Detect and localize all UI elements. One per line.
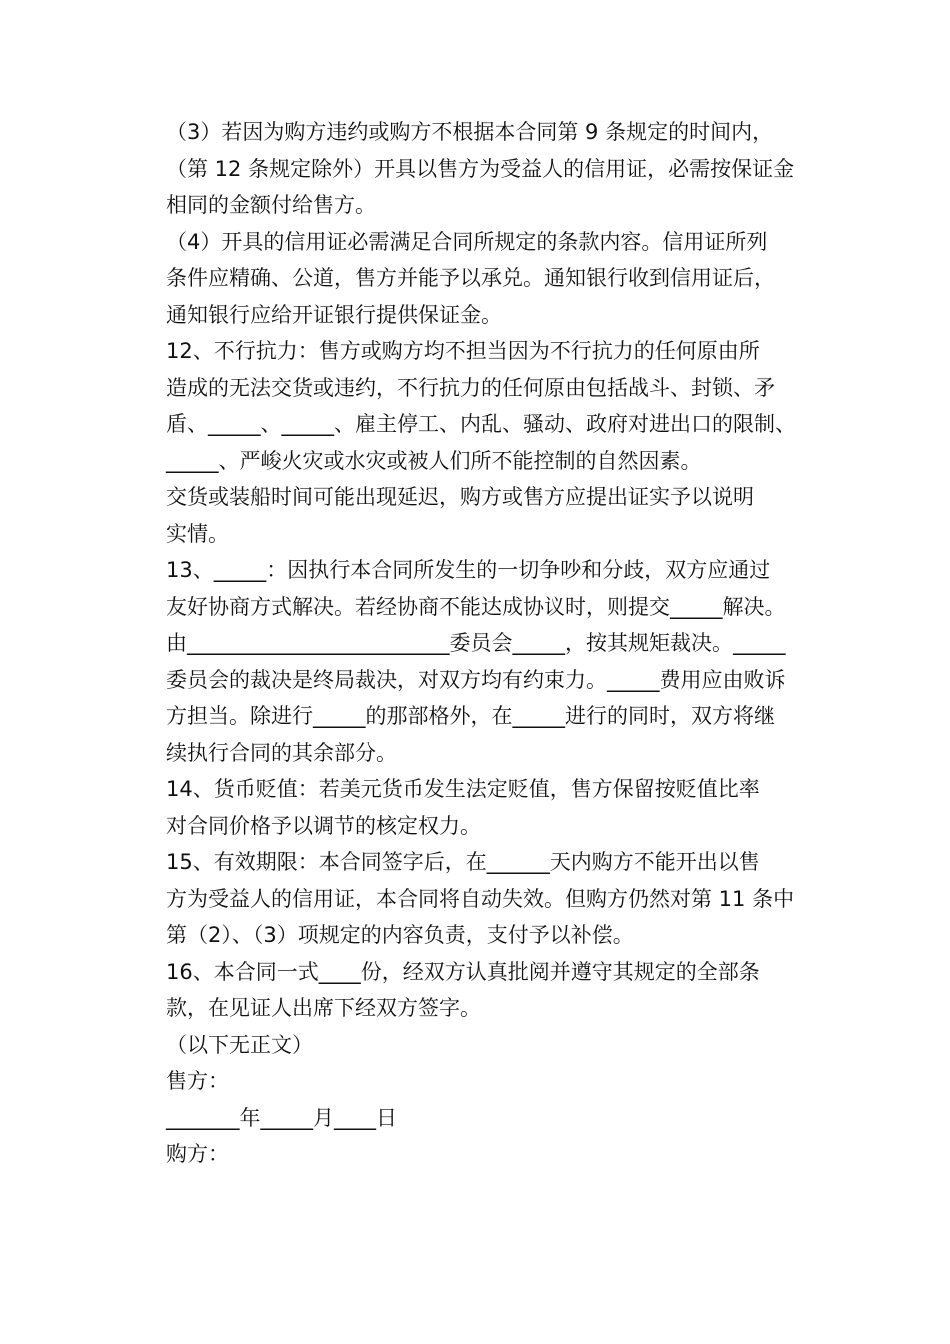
clause-11-3	[145, 114, 810, 224]
end-note	[145, 1027, 810, 1064]
text-line: 16、本合同一式____份，经双方认真批阅并遵守其规定的全部条	[166, 959, 760, 984]
text-line: 款，在见证人出席下经双方签字。	[166, 996, 481, 1020]
text-line: 售方：	[166, 1069, 229, 1093]
text-line: 14、货币贬值：若美元货币发生法定贬值，售方保留按贬值比率	[166, 777, 760, 801]
text-line: 13、_____：因执行本合同所发生的一切争吵和分歧，双方应通过	[166, 558, 771, 582]
text-line: _____、严峻火灾或水灾或被人们所不能控制的自然因素。	[166, 448, 702, 473]
text-line: 条件应精确、公道，售方并能予以承兑。通知银行收到信用证后，	[166, 266, 775, 290]
clause-16	[145, 954, 810, 1027]
text-line: 友好协商方式解决。若经协商不能达成协议时，则提交_____解决。	[166, 594, 786, 619]
text-line: （以下无正文）	[166, 1032, 313, 1057]
date-line	[145, 1100, 810, 1137]
clause-13	[145, 552, 810, 771]
text-line: 由_________________________委员会_____，按其规矩裁决。_____	[166, 631, 786, 655]
text-line: 实情。	[166, 521, 229, 546]
text-line: 第（2）、（3）项规定的内容负责，支付予以补偿。	[166, 923, 634, 947]
text-line: 15、有效期限：本合同签字后，在______天内购方不能开出以售	[166, 850, 760, 874]
text-line: （第 12 条规定除外）开具以售方为受益人的信用证，必需按保证金	[166, 156, 795, 181]
text-line: 盾、_____、_____、雇主停工、内乱、骚动、政府对进出口的限制、	[166, 412, 796, 436]
text-line: 续执行合同的其余部分。	[166, 740, 397, 765]
text-line: （4）开具的信用证必需满足合同所规定的条款内容。信用证所列	[166, 229, 768, 254]
clause-11-4	[145, 224, 810, 334]
text-line: 相同的金额付给售方。	[166, 193, 376, 217]
text-line: 方担当。除进行_____的那部格外，在_____进行的同时，双方将继	[166, 704, 775, 728]
text-line: 购方：	[166, 1142, 229, 1166]
text-line: 造成的无法交货或违约，不行抗力的任何原由包括战斗、封锁、矛	[166, 375, 775, 400]
clause-12-delay	[145, 479, 810, 552]
text-line: （3）若因为购方违约或购方不根据本合同第 9 条规定的时间内，	[166, 120, 774, 144]
text-line: _______年_____月____日	[166, 1105, 397, 1130]
text-line: 方为受益人的信用证，本合同将自动失效。但购方仍然对第 11 条中	[166, 886, 795, 911]
document-page	[145, 114, 810, 1173]
clause-15	[145, 844, 810, 954]
buyer-signature-line	[145, 1136, 810, 1173]
clause-14	[145, 771, 810, 844]
text-line: 12、不行抗力：售方或购方均不担当因为不行抗力的任何原由所	[166, 339, 760, 363]
clause-12	[145, 333, 810, 479]
text-line: 交货或装船时间可能出现延迟，购方或售方应提出证实予以说明	[166, 485, 754, 509]
seller-signature-line	[145, 1063, 810, 1100]
text-line: 对合同价格予以调节的核定权力。	[166, 813, 481, 838]
text-line: 委员会的裁决是终局裁决，对双方均有约束力。_____费用应由败诉	[166, 667, 786, 692]
text-line: 通知银行应给开证银行提供保证金。	[166, 302, 502, 327]
